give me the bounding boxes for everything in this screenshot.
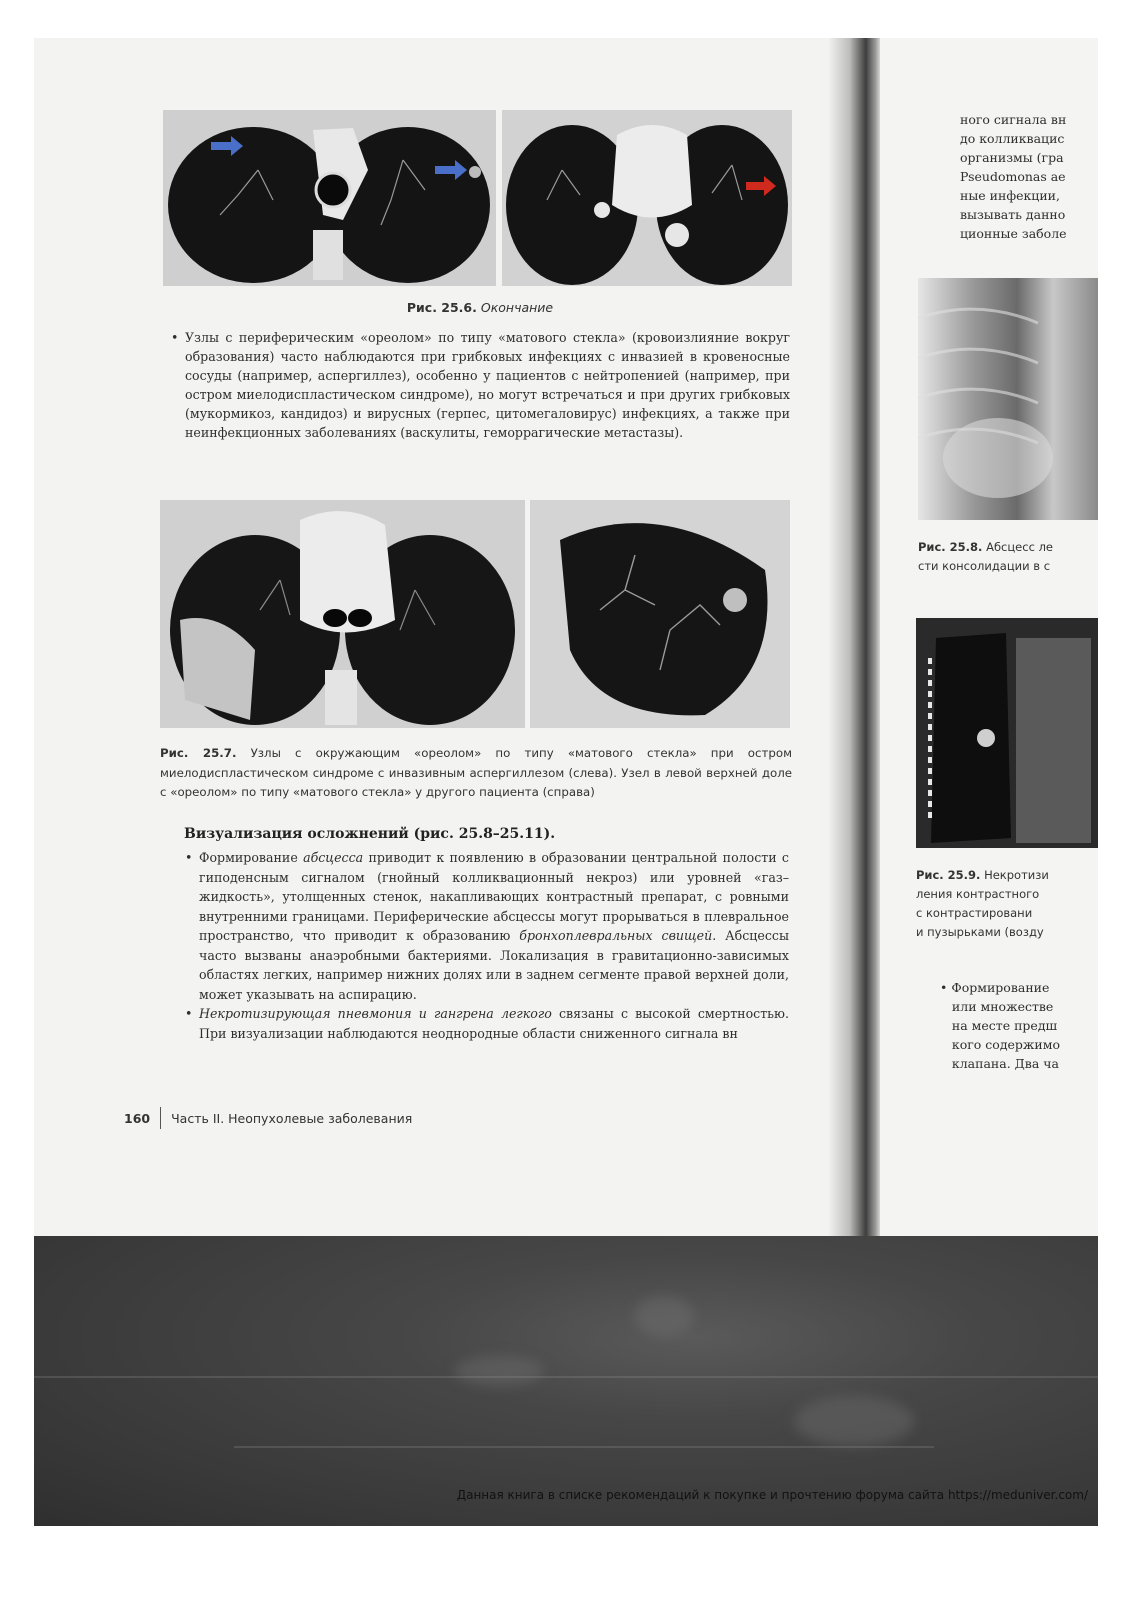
figure-caption-text: Узлы с окружающим «ореолом» по типу «матового стекла» при остром миелодиспластическом синдроме с инвазивным аспергиллезом (слева). Узел в левой верхней доле с «ореолом» по типу «матового стекла» у другого пациента (справа)	[160, 746, 792, 799]
emphasis-term: абсцесса	[303, 850, 364, 865]
footer-divider	[160, 1107, 161, 1129]
book-gutter	[828, 38, 882, 1236]
text-run: Формирование	[199, 850, 304, 865]
text-run: приводит к появлению в образовании центральной полости с гиподенсным сигналом (гнойный колликвационный некроз) или уровней «газ–жидкость», утолщенных стенок, накапливающих контрастный препарат, с ровными внутренними границами. Периферические абсцессы могут прорываться в плевральное пространство, что приводит к образованию	[199, 850, 789, 943]
ct-image-25-7-right	[530, 500, 790, 728]
ct-image-25-7-left	[160, 500, 525, 728]
ct-image-25-6-right	[502, 110, 792, 286]
scan-background	[34, 1236, 1098, 1526]
text-run: . Абсцессы часто вызваны анаэробными бактериями. Локализация в гравитационно-зависимых областях легких, например нижних долях или в заднем сегменте правой верхней доли, может указывать на аспирацию.	[199, 928, 789, 1002]
part-title: Часть II. Неопухолевые заболевания	[171, 1110, 413, 1126]
figure-label: Рис. 25.8.	[918, 540, 983, 554]
figure-label: Рис. 25.7.	[160, 746, 237, 760]
ground-glass-paragraph	[171, 328, 790, 442]
right-page-bottom-text: • Формирование или множестве на месте предш кого содержимо клапана. Два ча	[940, 980, 1061, 1071]
list-item	[185, 1004, 789, 1043]
section-heading: Визуализация осложнений (рис. 25.8–25.11).	[184, 826, 556, 842]
figure-25-6-caption	[165, 300, 795, 315]
emphasis-term: Некротизирующая пневмония и гангрена легкого	[199, 1006, 552, 1021]
right-page-top-text: ного сигнала вн до колликвацис организмы (гра Pseudomonas ae ные инфекции, вызывать данно ционные заболе	[960, 112, 1067, 241]
bullet-icon: •	[185, 1006, 193, 1021]
emphasis-term: бронхоплевральных свищей	[519, 928, 713, 943]
figure-label: Рис. 25.6.	[406, 300, 477, 315]
figure-25-7-caption	[160, 744, 792, 803]
figure-label: Рис. 25.9.	[916, 868, 981, 882]
ct-image-25-6-left	[163, 110, 496, 286]
figure-25-8-caption	[918, 538, 1053, 576]
list-item	[185, 848, 789, 1004]
figure-caption-text: Окончание	[480, 300, 554, 315]
bullet-icon: •	[185, 850, 193, 865]
figure-25-9-caption	[916, 866, 1049, 942]
complications-list	[185, 848, 789, 1043]
bullet-icon: •	[171, 330, 179, 345]
figure-caption-text: Некротизи ления контрастного с контрастировани и пузырьками (возду	[916, 868, 1049, 939]
figure-caption-text: Абсцесс ле сти консолидации в с	[918, 540, 1053, 573]
page-number: 160	[124, 1110, 151, 1126]
page-footer	[124, 1107, 412, 1129]
ct-image-25-9	[916, 618, 1098, 848]
xray-image-25-8	[918, 278, 1098, 520]
text-run: связаны с высокой смертностью. При визуализации наблюдаются неоднородные области сниженного сигнала вн	[199, 1006, 789, 1041]
paragraph-text: Узлы с периферическим «ореолом» по типу «матового стекла» (кровоизлияние вокруг образования) часто наблюдаются при грибковых инфекциях с инвазией в кровеносные сосуды (например, аспергиллез), особенно у пациентов с нейтропенией (например, при остром миелодиспластическом синдроме), но могут встречаться и при других грибковых (мукормикоз, кандидоз) и вирусных (герпес, цитомегаловирус) инфекциях, а также при неинфекционных заболеваниях (васкулиты, геморрагические метастазы).	[185, 330, 790, 440]
watermark-text: Данная книга в списке рекомендаций к покупке и прочтению форума сайта https://meduniver.com/	[456, 1488, 1088, 1502]
